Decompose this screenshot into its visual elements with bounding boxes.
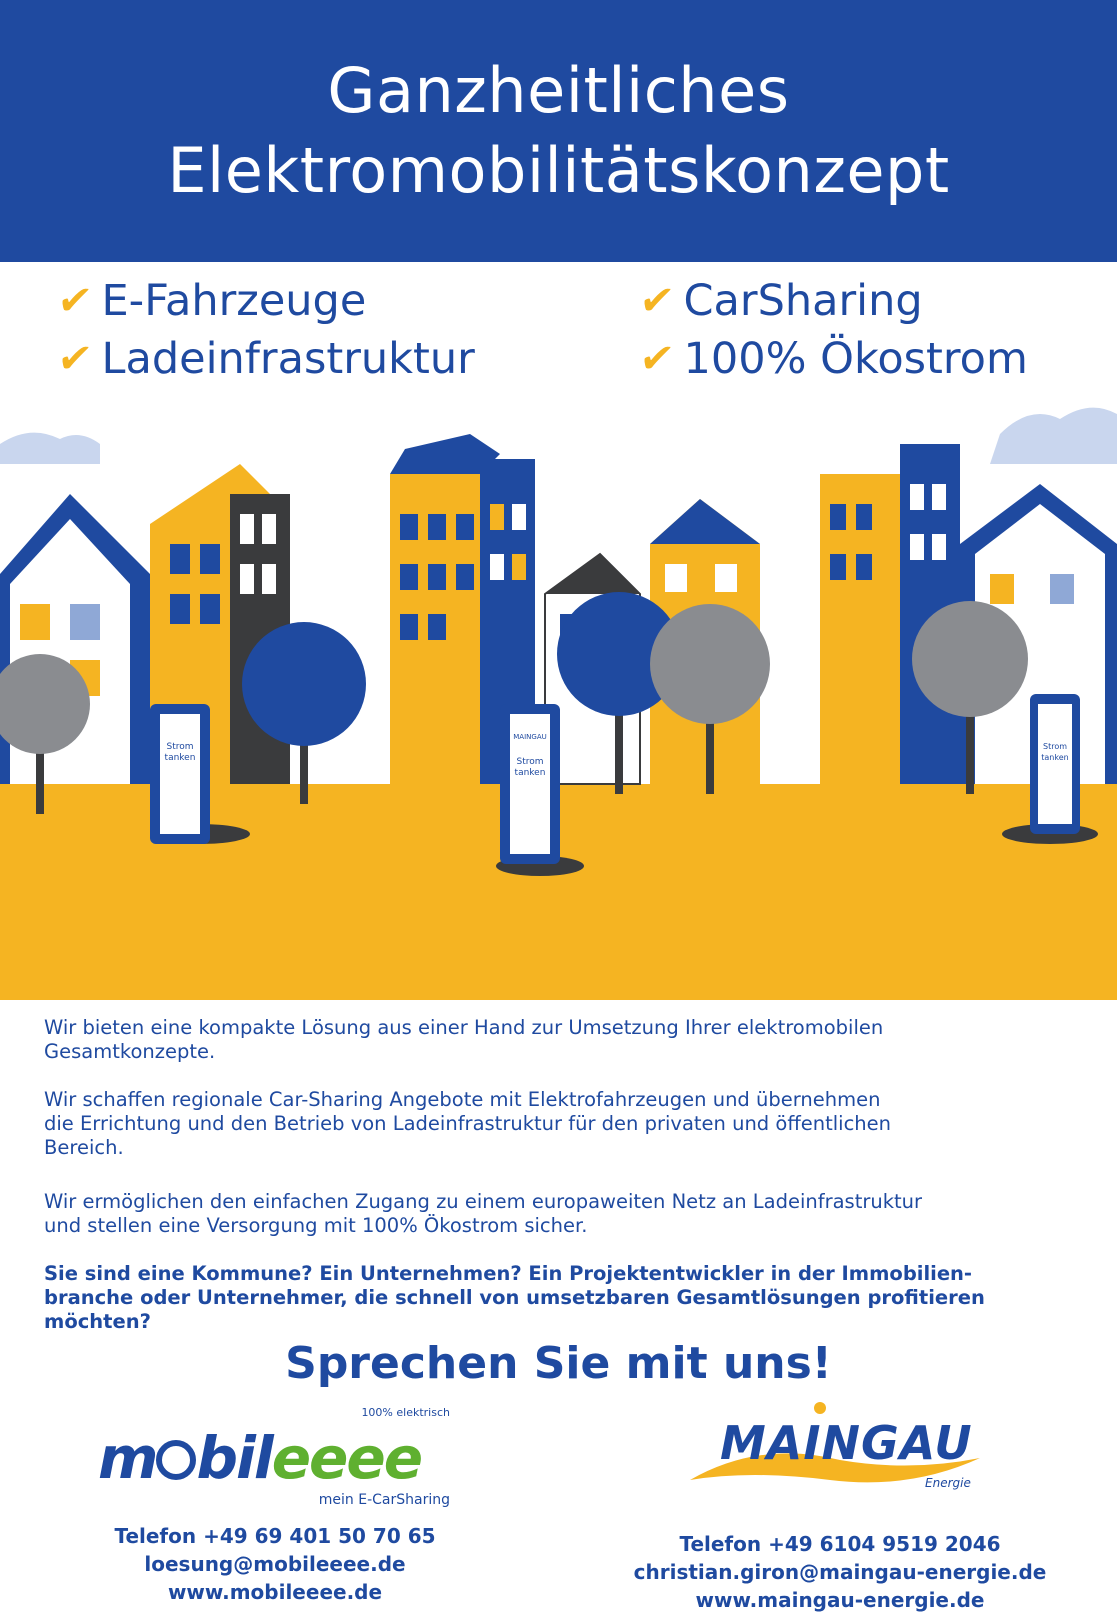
mobileeee-subline: mein E-CarSharing [318, 1492, 450, 1508]
mobileeee-wordmark [98, 1424, 421, 1492]
call-to-action: Sprechen Sie mit uns! [285, 1338, 832, 1389]
station-label: Strom [166, 742, 194, 752]
wordmark-part: m [98, 1424, 157, 1492]
maingau-logo [680, 1400, 1000, 1510]
wordmark-part: eeee [271, 1424, 422, 1492]
mobileeee-phone: Telefon +49 69 401 50 70 65 [114, 1524, 436, 1548]
mobileeee-contact [90, 1522, 460, 1606]
feature-item-oekostrom [636, 334, 1028, 384]
maingau-email[interactable]: christian.giron@maingau-energie.de [633, 1560, 1047, 1584]
paragraph-intro [44, 1016, 1084, 1064]
text-line: die Errichtung und den Betrieb von Ladeinfrastruktur für den privaten und öffentlichen [44, 1112, 892, 1135]
wordmark-part: bil [196, 1424, 272, 1492]
text-line: Wir bieten eine kompakte Lösung aus einer Hand zur Umsetzung Ihrer elektromobilen [44, 1016, 884, 1039]
charging-station [1030, 694, 1080, 834]
mobileeee-logo [90, 1406, 460, 1516]
station-label: MAINGAU [513, 733, 547, 741]
checkmark-icon: ✔ [636, 336, 677, 382]
text-line: branche oder Unternehmer, die schnell von umsetzbaren Gesamtlösungen profitieren [44, 1286, 985, 1309]
paragraph-audience [44, 1262, 1084, 1334]
text-line: Sie sind eine Kommune? Ein Unternehmen? Ein Projektentwickler in der Immobilien- [44, 1262, 973, 1285]
text-line: Bereich. [44, 1136, 124, 1159]
station-label: Strom [1042, 742, 1068, 751]
mobileeee-website[interactable]: www.mobileeee.de [167, 1580, 383, 1604]
feature-label: CarSharing [683, 276, 923, 326]
feature-item-carsharing [636, 276, 923, 326]
station-label: tanken [1041, 753, 1069, 762]
paragraph-network [44, 1190, 1084, 1238]
charging-station [500, 704, 560, 864]
checkmark-icon: ✔ [636, 278, 677, 324]
text-line: und stellen eine Versorgung mit 100% Ökostrom sicher. [44, 1214, 588, 1237]
cloud [0, 433, 100, 464]
mobileeee-email[interactable]: loesung@mobileeee.de [144, 1552, 406, 1576]
station-label: tanken [514, 768, 546, 778]
maingau-subline: Energie [925, 1476, 971, 1490]
maingau-wordmark: MAINGAU [720, 1416, 973, 1470]
plug-icon [156, 1440, 196, 1480]
maingau-website[interactable]: www.maingau-energie.de [695, 1588, 985, 1612]
text-line: Wir schaffen regionale Car-Sharing Angebote mit Elektrofahrzeugen und übernehmen [44, 1088, 881, 1111]
title-banner [0, 0, 1117, 262]
station-label: Strom [516, 757, 544, 767]
text-line: Gesamtkonzepte. [44, 1040, 216, 1063]
city-illustration [0, 404, 1117, 1000]
title-line-1: Ganzheitliches [327, 54, 790, 127]
checkmark-icon: ✔ [54, 336, 95, 382]
checkmark-icon: ✔ [54, 278, 95, 324]
text-line: Wir ermöglichen den einfachen Zugang zu einem europaweiten Netz an Ladeinfrastruktur [44, 1190, 923, 1213]
charging-station [150, 704, 210, 844]
mobileeee-tagline: 100% elektrisch [361, 1406, 450, 1419]
maingau-contact [600, 1530, 1080, 1614]
text-line: möchten? [44, 1310, 151, 1333]
station-label: tanken [164, 753, 196, 763]
feature-label: 100% Ökostrom [683, 334, 1028, 384]
feature-item-ladeinfrastruktur [54, 334, 475, 384]
feature-item-e-fahrzeuge [54, 276, 367, 326]
maingau-phone: Telefon +49 6104 9519 2046 [679, 1532, 1001, 1556]
feature-label: Ladeinfrastruktur [101, 334, 475, 384]
feature-label: E-Fahrzeuge [101, 276, 367, 326]
paragraph-carsharing [44, 1088, 1084, 1160]
cloud [990, 408, 1117, 464]
title-line-2: Elektromobilitätskonzept [167, 134, 950, 207]
